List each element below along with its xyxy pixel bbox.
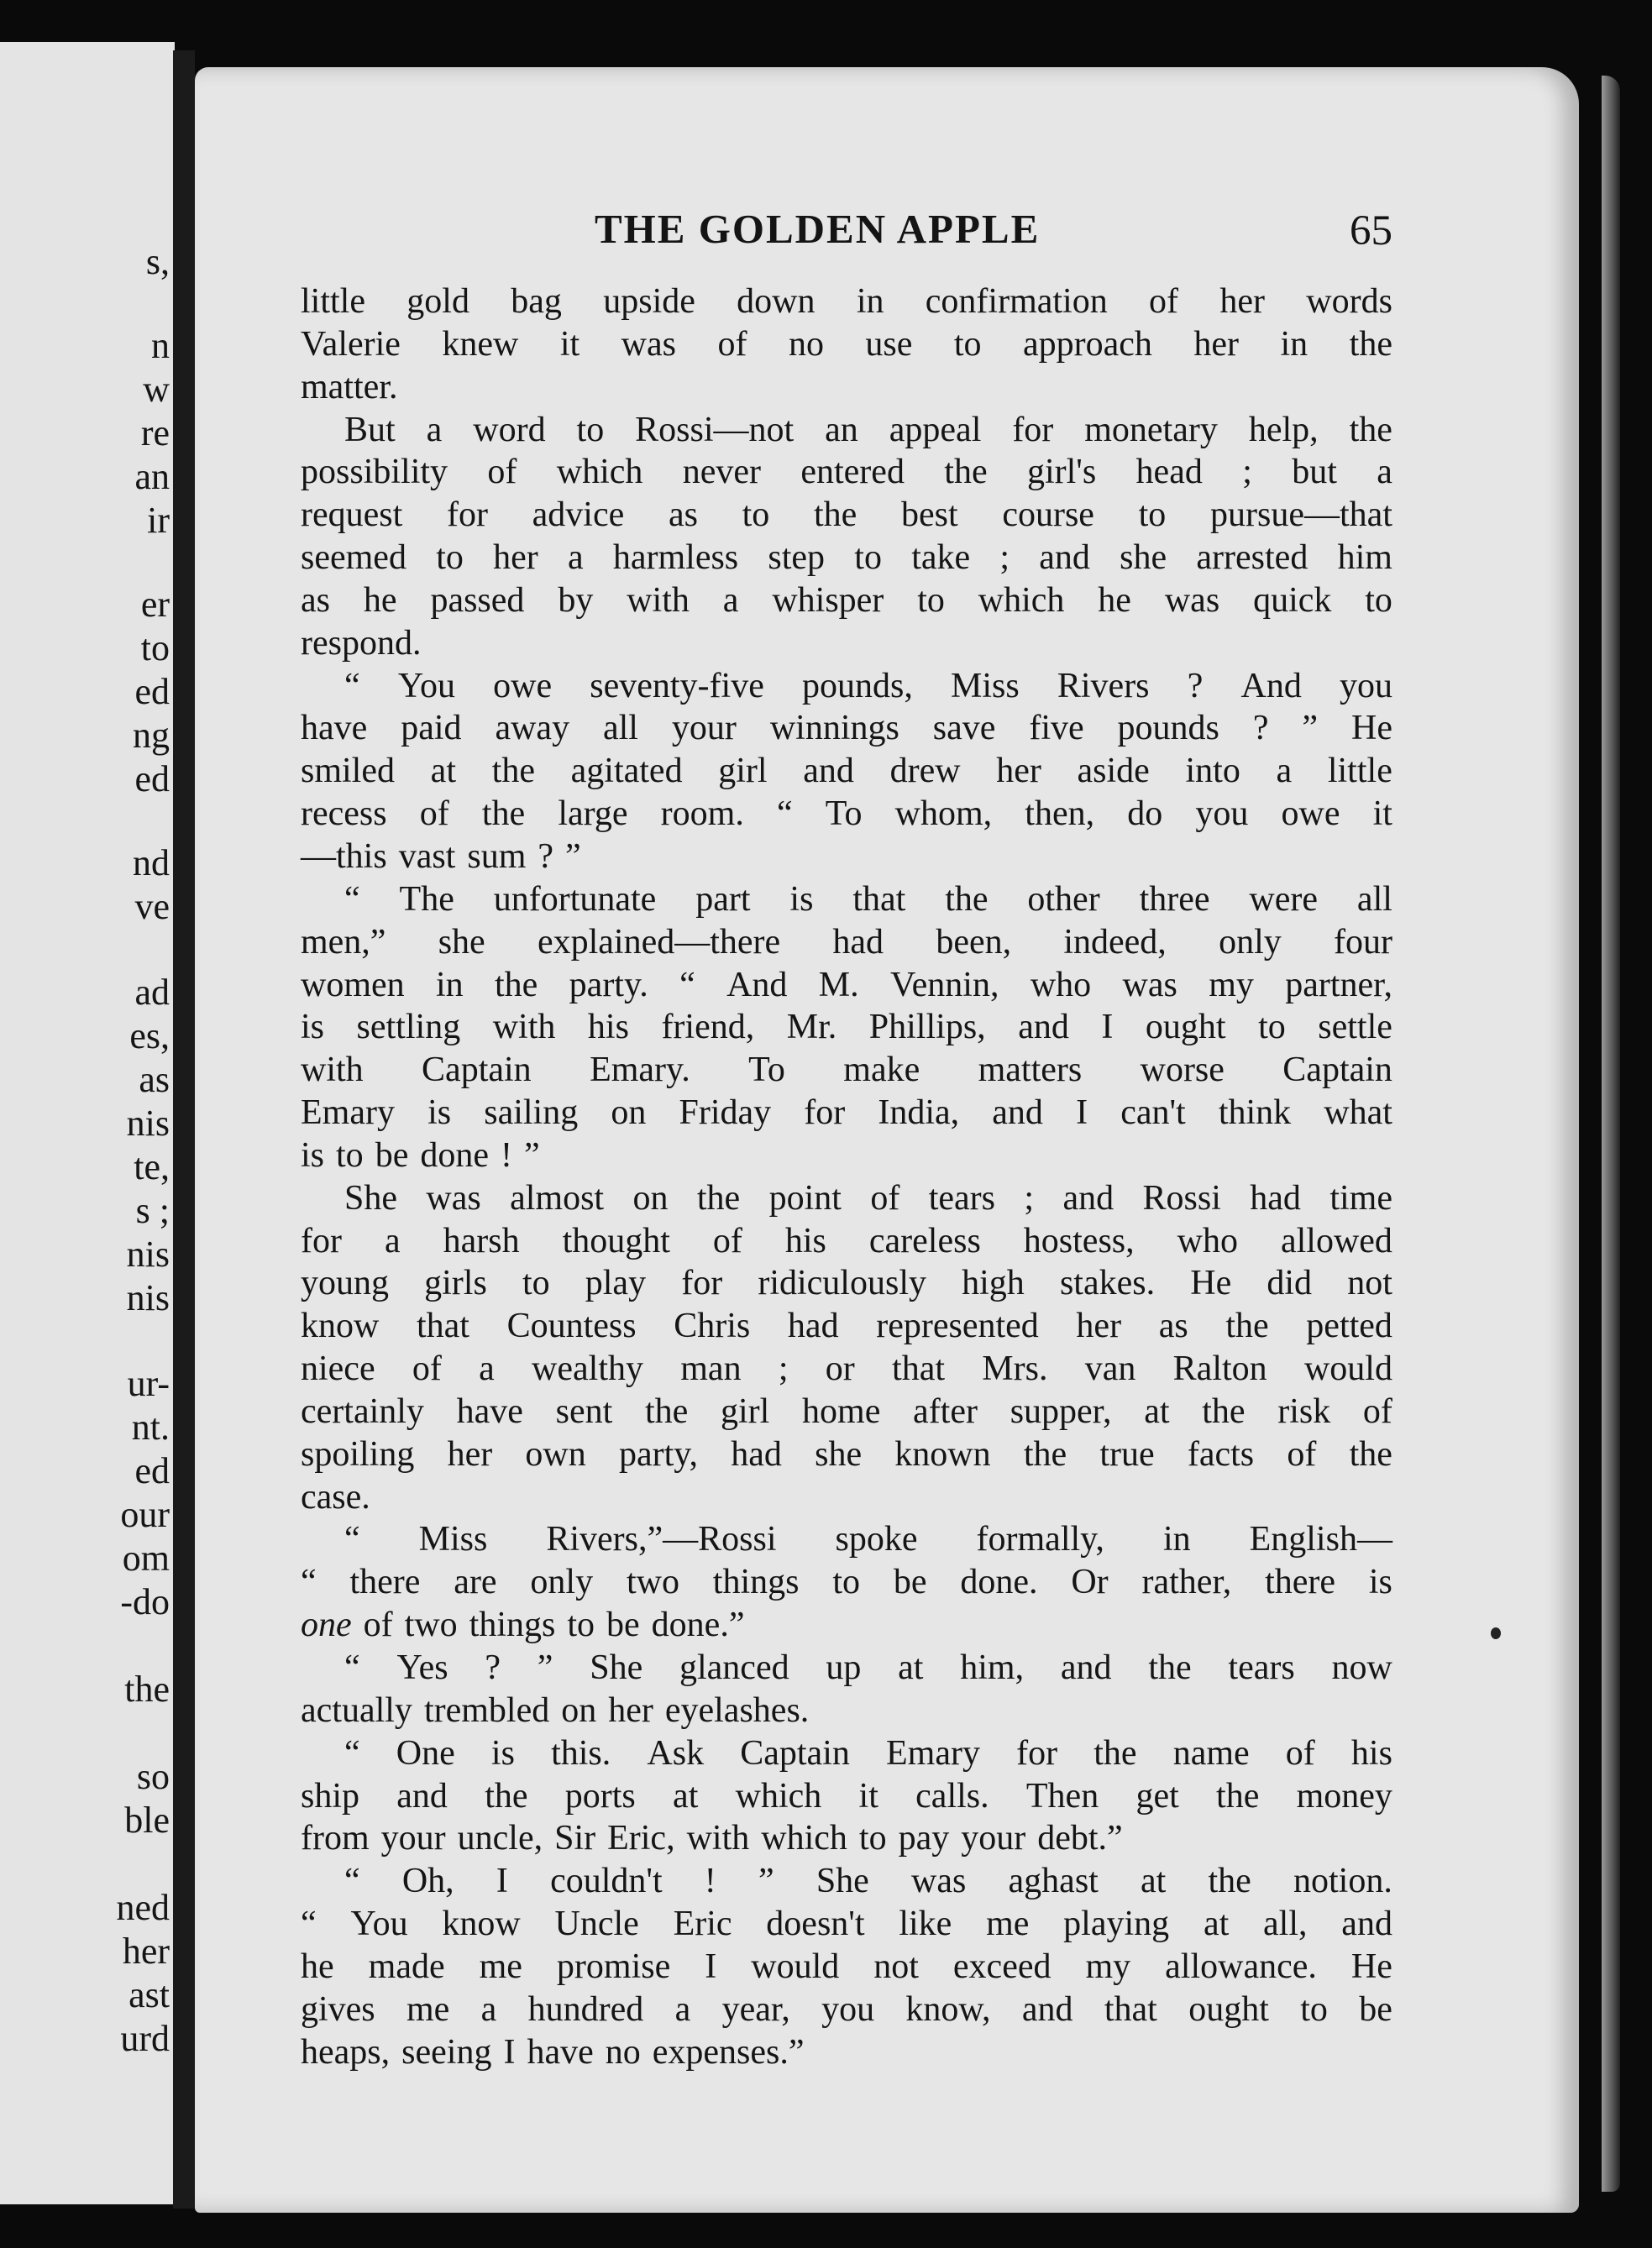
text-line: matter. bbox=[301, 367, 398, 406]
text-line: know that Countess Chris had represented her as the petted bbox=[301, 1307, 1392, 1346]
left-page-fragment: nis bbox=[126, 1277, 170, 1318]
scan-speck bbox=[1491, 1627, 1501, 1639]
left-page-fragment: n bbox=[151, 325, 170, 366]
left-page-fragment: urd bbox=[120, 2018, 170, 2059]
left-page-fragment: our bbox=[120, 1494, 170, 1535]
text-line: case. bbox=[301, 1477, 370, 1517]
left-page-fragment: re bbox=[140, 412, 170, 453]
text-line: respond. bbox=[301, 623, 422, 663]
text-line: —this vast sum ? ” bbox=[301, 836, 581, 876]
left-page-fragment: an bbox=[134, 456, 170, 497]
text-line: have paid away all your winnings save five pounds ? ” He bbox=[301, 709, 1392, 748]
left-page-fragment: ve bbox=[134, 886, 170, 927]
text-line: heaps, seeing I have no expenses.” bbox=[301, 2032, 805, 2072]
text-line: “ Miss Rivers,”—Rossi spoke formally, in English— bbox=[344, 1520, 1392, 1559]
left-page-fragment: her bbox=[122, 1931, 170, 1972]
left-page-fragment: -do bbox=[120, 1581, 170, 1622]
text-line: he made me promise I would not exceed my allowance. He bbox=[301, 1947, 1392, 1986]
left-page-fragment: om bbox=[122, 1538, 170, 1579]
left-page-fragment: as bbox=[139, 1059, 170, 1100]
text-line: seemed to her a harmless step to take ; and she arrested him bbox=[301, 538, 1392, 578]
text-line: is to be done ! ” bbox=[301, 1135, 540, 1175]
text-line: request for advice as to the best course to pursue—that bbox=[301, 495, 1392, 535]
text-line: smiled at the agitated girl and drew her aside into a little bbox=[301, 752, 1392, 791]
text-line: possibility of which never entered the girl's head ; but a bbox=[301, 453, 1392, 492]
text-line: with Captain Emary. To make matters worse Captain bbox=[301, 1051, 1392, 1090]
text-line: recess of the large room. “ To whom, then, do you owe it bbox=[301, 794, 1392, 834]
text-line: Valerie knew it was of no use to approach her in the bbox=[301, 324, 1392, 364]
left-page-fragment: ble bbox=[124, 1800, 170, 1841]
left-page-fragment: te, bbox=[134, 1146, 170, 1187]
text-line: Emary is sailing on Friday for India, and I can't think what bbox=[301, 1093, 1392, 1133]
left-page-fragment: the bbox=[124, 1669, 170, 1710]
text-line: for a harsh thought of his careless hostess, who allowed bbox=[301, 1221, 1392, 1260]
page-edge-shadow bbox=[1602, 76, 1620, 2192]
text-line: “ Yes ? ” She glanced up at him, and the tears now bbox=[344, 1648, 1392, 1687]
left-page-fragment: w bbox=[143, 369, 170, 410]
text-line: actually trembled on her eyelashes. bbox=[301, 1690, 810, 1730]
page-number: 65 bbox=[1350, 207, 1392, 254]
left-page-fragment: s, bbox=[145, 241, 170, 282]
left-page-fragment: ned bbox=[116, 1887, 170, 1928]
left-page-fragment: ast bbox=[128, 1974, 170, 2015]
left-page-fragment: to bbox=[140, 627, 170, 668]
text-line: spoiling her own party, had she known the true facts of the bbox=[301, 1434, 1392, 1474]
left-page-fragment: nt. bbox=[131, 1407, 170, 1448]
previous-page-fragment bbox=[0, 42, 175, 2204]
left-page-fragment: nis bbox=[126, 1103, 170, 1144]
text-line: certainly have sent the girl home after supper, at the risk of bbox=[301, 1391, 1392, 1431]
left-page-fragment: es, bbox=[129, 1015, 170, 1056]
body-text bbox=[301, 280, 1392, 2073]
text-line: “ there are only two things to be done. Or rather, there is bbox=[301, 1563, 1392, 1602]
text-line: as he passed by with a whisper to which he was quick to bbox=[301, 580, 1392, 620]
left-page-fragment: ir bbox=[147, 500, 170, 541]
text-line: young girls to play for ridiculously high stakes. He did not bbox=[301, 1264, 1392, 1303]
text-line: from your uncle, Sir Eric, with which to pay your debt.” bbox=[301, 1819, 1123, 1858]
left-page-fragment: ed bbox=[134, 671, 170, 712]
text-line: ship and the ports at which it calls. Then get the money bbox=[301, 1776, 1392, 1816]
left-page-fragment: so bbox=[136, 1756, 170, 1797]
left-page-fragment: ed bbox=[134, 758, 170, 799]
text-line: is settling with his friend, Mr. Phillips, and I ought to settle bbox=[301, 1008, 1392, 1047]
text-line: She was almost on the point of tears ; and Rossi had time bbox=[344, 1178, 1392, 1218]
left-page-fragment: ad bbox=[134, 972, 170, 1013]
left-page-fragment: nis bbox=[126, 1234, 170, 1275]
text-line: But a word to Rossi—not an appeal for monetary help, the bbox=[344, 410, 1392, 449]
text-line: “ You know Uncle Eric doesn't like me playing at all, and bbox=[301, 1905, 1392, 1944]
book-gutter bbox=[173, 50, 195, 2209]
left-page-fragment: s ; bbox=[135, 1190, 170, 1231]
text-line: niece of a wealthy man ; or that Mrs. van Ralton would bbox=[301, 1349, 1392, 1389]
text-line: “ You owe seventy-five pounds, Miss Rivers ? And you bbox=[344, 666, 1392, 705]
text-line: “ One is this. Ask Captain Emary for the name of his bbox=[344, 1733, 1392, 1773]
running-head: THE GOLDEN APPLE bbox=[595, 206, 1041, 252]
page-header bbox=[301, 205, 1392, 265]
text-line: gives me a hundred a year, you know, and that ought to be bbox=[301, 1989, 1392, 2029]
left-page-fragment: ed bbox=[134, 1450, 170, 1491]
text-line: women in the party. “ And M. Vennin, who was my partner, bbox=[301, 965, 1392, 1004]
text-line: “ The unfortunate part is that the other three were all bbox=[344, 879, 1392, 919]
left-page-fragment: ur- bbox=[127, 1363, 170, 1404]
left-page-fragment: er bbox=[140, 584, 170, 625]
text-line: “ Oh, I couldn't ! ” She was aghast at the notion. bbox=[344, 1862, 1392, 1901]
left-page-fragment: nd bbox=[133, 842, 170, 883]
left-page-fragment: ng bbox=[133, 715, 170, 756]
text-line: one of two things to be done.” bbox=[301, 1606, 745, 1645]
text-line: little gold bag upside down in confirmation of her words bbox=[301, 282, 1392, 321]
text-line: men,” she explained—there had been, indeed, only four bbox=[301, 922, 1392, 962]
